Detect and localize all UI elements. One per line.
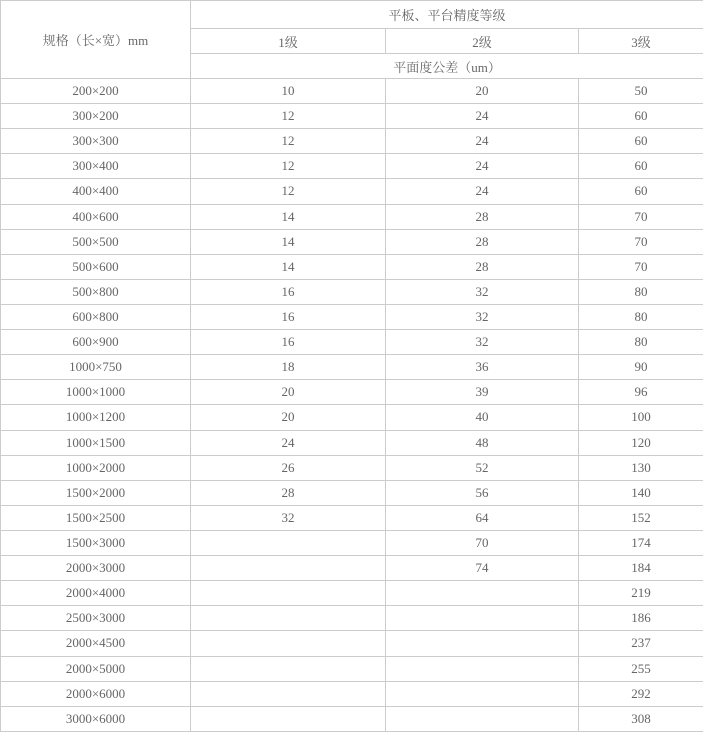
grade1-value-cell: 28 bbox=[191, 480, 386, 505]
spec-cell: 400×400 bbox=[1, 179, 191, 204]
grade1-value-cell: 24 bbox=[191, 430, 386, 455]
grade2-value-cell: 74 bbox=[386, 556, 579, 581]
grade3-value-cell: 50 bbox=[579, 79, 703, 104]
grade1-value-cell: 12 bbox=[191, 154, 386, 179]
spec-cell: 1000×1000 bbox=[1, 380, 191, 405]
spec-cell: 600×900 bbox=[1, 330, 191, 355]
grade2-value-cell: 24 bbox=[386, 104, 579, 129]
grade1-value-cell bbox=[191, 681, 386, 706]
grade3-value-cell: 70 bbox=[579, 229, 703, 254]
grade1-column-header: 1级 bbox=[191, 29, 386, 54]
spec-cell: 400×600 bbox=[1, 204, 191, 229]
table-row bbox=[1, 79, 703, 104]
table-row bbox=[1, 606, 703, 631]
grade3-value-cell: 80 bbox=[579, 279, 703, 304]
spec-column-header: 规格（长×宽）mm bbox=[1, 1, 191, 79]
grade2-value-cell: 64 bbox=[386, 505, 579, 530]
spec-cell: 1000×1500 bbox=[1, 430, 191, 455]
grade-group-header: 平板、平台精度等级 bbox=[191, 1, 703, 29]
spec-cell: 1500×3000 bbox=[1, 530, 191, 555]
grade1-value-cell: 12 bbox=[191, 129, 386, 154]
grade2-value-cell: 24 bbox=[386, 179, 579, 204]
spec-cell: 1500×2500 bbox=[1, 505, 191, 530]
spec-cell: 500×500 bbox=[1, 229, 191, 254]
grade2-value-cell bbox=[386, 631, 579, 656]
table-header bbox=[1, 1, 703, 79]
grade1-value-cell: 14 bbox=[191, 204, 386, 229]
grade2-value-cell: 28 bbox=[386, 204, 579, 229]
grade3-value-cell: 90 bbox=[579, 355, 703, 380]
grade2-value-cell: 56 bbox=[386, 480, 579, 505]
header-row-grade-group bbox=[1, 1, 703, 29]
spec-cell: 500×600 bbox=[1, 254, 191, 279]
grade3-value-cell: 60 bbox=[579, 154, 703, 179]
grade2-value-cell: 28 bbox=[386, 254, 579, 279]
grade1-value-cell: 16 bbox=[191, 330, 386, 355]
grade3-value-cell: 308 bbox=[579, 706, 703, 731]
grade2-value-cell: 40 bbox=[386, 405, 579, 430]
grade1-value-cell: 16 bbox=[191, 279, 386, 304]
grade2-value-cell: 24 bbox=[386, 129, 579, 154]
grade1-value-cell: 16 bbox=[191, 304, 386, 329]
table-row bbox=[1, 430, 703, 455]
grade1-value-cell: 10 bbox=[191, 79, 386, 104]
grade3-value-cell: 60 bbox=[579, 179, 703, 204]
grade2-value-cell: 36 bbox=[386, 355, 579, 380]
grade3-value-cell: 255 bbox=[579, 656, 703, 681]
spec-cell: 2500×3000 bbox=[1, 606, 191, 631]
grade3-value-cell: 184 bbox=[579, 556, 703, 581]
grade2-value-cell: 52 bbox=[386, 455, 579, 480]
grade2-value-cell bbox=[386, 681, 579, 706]
table-row bbox=[1, 656, 703, 681]
grade3-value-cell: 60 bbox=[579, 104, 703, 129]
table-row bbox=[1, 154, 703, 179]
spec-cell: 3000×6000 bbox=[1, 706, 191, 731]
grade1-value-cell: 20 bbox=[191, 405, 386, 430]
grade1-value-cell bbox=[191, 706, 386, 731]
grade3-value-cell: 174 bbox=[579, 530, 703, 555]
grade3-value-cell: 80 bbox=[579, 330, 703, 355]
spec-cell: 2000×6000 bbox=[1, 681, 191, 706]
grade1-value-cell: 20 bbox=[191, 380, 386, 405]
grade2-value-cell bbox=[386, 656, 579, 681]
grade3-value-cell: 96 bbox=[579, 380, 703, 405]
grade2-column-header: 2级 bbox=[386, 29, 579, 54]
grade3-value-cell: 70 bbox=[579, 204, 703, 229]
grade2-value-cell: 48 bbox=[386, 430, 579, 455]
grade1-value-cell: 18 bbox=[191, 355, 386, 380]
table-row bbox=[1, 104, 703, 129]
spec-cell: 300×300 bbox=[1, 129, 191, 154]
table-row bbox=[1, 405, 703, 430]
spec-cell: 2000×4500 bbox=[1, 631, 191, 656]
table-row bbox=[1, 330, 703, 355]
table-row bbox=[1, 480, 703, 505]
grade2-value-cell: 32 bbox=[386, 304, 579, 329]
spec-cell: 200×200 bbox=[1, 79, 191, 104]
table-row bbox=[1, 581, 703, 606]
grade3-value-cell: 80 bbox=[579, 304, 703, 329]
grade3-value-cell: 140 bbox=[579, 480, 703, 505]
grade3-value-cell: 152 bbox=[579, 505, 703, 530]
table-row bbox=[1, 204, 703, 229]
grade1-value-cell: 26 bbox=[191, 455, 386, 480]
spec-cell: 500×800 bbox=[1, 279, 191, 304]
spec-cell: 1000×750 bbox=[1, 355, 191, 380]
grade1-value-cell: 12 bbox=[191, 104, 386, 129]
table-row bbox=[1, 229, 703, 254]
grade2-value-cell: 32 bbox=[386, 330, 579, 355]
table-row bbox=[1, 279, 703, 304]
grade1-value-cell bbox=[191, 530, 386, 555]
grade1-value-cell bbox=[191, 631, 386, 656]
spec-cell: 2000×3000 bbox=[1, 556, 191, 581]
table-row bbox=[1, 304, 703, 329]
grade1-value-cell bbox=[191, 606, 386, 631]
grade3-value-cell: 60 bbox=[579, 129, 703, 154]
grade2-value-cell: 39 bbox=[386, 380, 579, 405]
spec-cell: 600×800 bbox=[1, 304, 191, 329]
grade3-value-cell: 237 bbox=[579, 631, 703, 656]
table-row bbox=[1, 254, 703, 279]
grade3-column-header: 3级 bbox=[579, 29, 703, 54]
grade2-value-cell bbox=[386, 606, 579, 631]
spec-cell: 1000×1200 bbox=[1, 405, 191, 430]
table-row bbox=[1, 681, 703, 706]
table-row bbox=[1, 455, 703, 480]
table-row bbox=[1, 380, 703, 405]
table-body bbox=[1, 79, 703, 732]
spec-cell: 300×200 bbox=[1, 104, 191, 129]
table-row bbox=[1, 355, 703, 380]
table-row bbox=[1, 706, 703, 731]
grade2-value-cell: 70 bbox=[386, 530, 579, 555]
spec-cell: 2000×4000 bbox=[1, 581, 191, 606]
grade1-value-cell: 12 bbox=[191, 179, 386, 204]
grade3-value-cell: 186 bbox=[579, 606, 703, 631]
grade2-value-cell: 32 bbox=[386, 279, 579, 304]
grade2-value-cell bbox=[386, 706, 579, 731]
grade3-value-cell: 130 bbox=[579, 455, 703, 480]
grade3-value-cell: 70 bbox=[579, 254, 703, 279]
grade3-value-cell: 292 bbox=[579, 681, 703, 706]
table-row bbox=[1, 530, 703, 555]
table-row bbox=[1, 129, 703, 154]
grade3-value-cell: 100 bbox=[579, 405, 703, 430]
tolerance-unit-header: 平面度公差（um） bbox=[191, 54, 703, 79]
grade1-value-cell bbox=[191, 581, 386, 606]
table-row bbox=[1, 631, 703, 656]
grade1-value-cell bbox=[191, 556, 386, 581]
spec-cell: 1000×2000 bbox=[1, 455, 191, 480]
table-row bbox=[1, 179, 703, 204]
table-row bbox=[1, 505, 703, 530]
grade1-value-cell: 14 bbox=[191, 229, 386, 254]
grade1-value-cell bbox=[191, 656, 386, 681]
grade1-value-cell: 32 bbox=[191, 505, 386, 530]
spec-cell: 300×400 bbox=[1, 154, 191, 179]
table-row bbox=[1, 556, 703, 581]
grade2-value-cell: 20 bbox=[386, 79, 579, 104]
grade2-value-cell: 24 bbox=[386, 154, 579, 179]
grade1-value-cell: 14 bbox=[191, 254, 386, 279]
grade2-value-cell bbox=[386, 581, 579, 606]
spec-cell: 1500×2000 bbox=[1, 480, 191, 505]
grade3-value-cell: 120 bbox=[579, 430, 703, 455]
spec-cell: 2000×5000 bbox=[1, 656, 191, 681]
grade2-value-cell: 28 bbox=[386, 229, 579, 254]
grade3-value-cell: 219 bbox=[579, 581, 703, 606]
